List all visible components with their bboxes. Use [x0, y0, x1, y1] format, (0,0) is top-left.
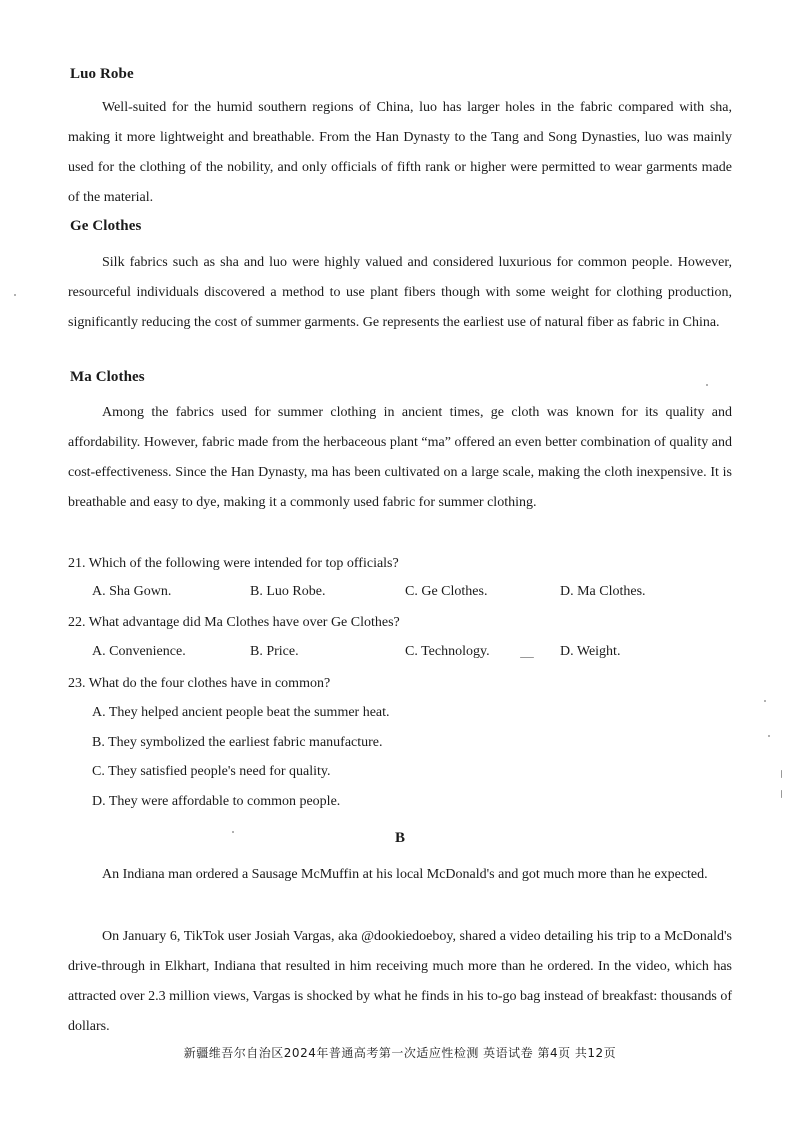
section-b-label: B	[394, 830, 405, 846]
scan-speck	[781, 790, 782, 798]
luo-robe-heading: Luo Robe	[70, 66, 134, 82]
scan-speck	[764, 700, 766, 702]
section-b-paragraph-1: An Indiana man ordered a Sausage McMuffin at his local McDonald's and got much more than he expected.	[102, 867, 708, 882]
question-21-option-d[interactable]: D. Ma Clothes.	[560, 584, 646, 599]
question-23-option-c[interactable]: C. They satisfied people's need for quality.	[92, 764, 331, 779]
ma-clothes-paragraph: Among the fabrics used for summer clothing in ancient times, ge cloth was known for its quality and affordability. However, fabric made from the herbaceous plant “ma” offered an even better combination of quality and cost-effectiveness. Since the Han Dynasty, ma has been cultivated on a large scale, making the cloth inexpensive. It is breathable and easy to dye, making it a commonly used fabric for summer clothing.	[68, 405, 732, 510]
scan-speck	[706, 384, 708, 386]
scan-speck	[768, 735, 770, 737]
page-footer: 新疆维吾尔自治区2024年普通高考第一次适应性检测 英语试卷 第4页 共12页	[183, 1046, 617, 1060]
scan-speck	[520, 657, 534, 658]
scan-speck	[14, 294, 16, 296]
question-22-stem: 22. What advantage did Ma Clothes have over Ge Clothes?	[68, 615, 400, 630]
question-23-option-b[interactable]: B. They symbolized the earliest fabric manufacture.	[92, 735, 383, 750]
question-21-option-b[interactable]: B. Luo Robe.	[250, 584, 326, 599]
scan-speck	[232, 831, 234, 833]
question-21-option-c[interactable]: C. Ge Clothes.	[405, 584, 488, 599]
question-22-option-b[interactable]: B. Price.	[250, 644, 299, 659]
question-22-option-c[interactable]: C. Technology.	[405, 644, 490, 659]
question-21-option-a[interactable]: A. Sha Gown.	[92, 584, 172, 599]
luo-robe-paragraph: Well-suited for the humid southern regions of China, luo has larger holes in the fabric compared with sha, making it more lightweight and breathable. From the Han Dynasty to the Tang and Song Dynasties, luo was mainly used for the clothing of the nobility, and only officials of fifth rank or higher were permitted to wear garments made of the material.	[68, 100, 732, 205]
ma-clothes-heading: Ma Clothes	[70, 369, 145, 385]
ge-clothes-paragraph: Silk fabrics such as sha and luo were highly valued and considered luxurious for common people. However, resourceful individuals discovered a method to use plant fibers though with some weight for clothing production, significantly reducing the cost of summer garments. Ge represents the earliest use of natural fiber as fabric in China.	[68, 255, 732, 330]
question-21-stem: 21. Which of the following were intended for top officials?	[68, 556, 399, 571]
scan-speck	[781, 770, 782, 778]
question-22-option-d[interactable]: D. Weight.	[560, 644, 621, 659]
question-22-option-a[interactable]: A. Convenience.	[92, 644, 186, 659]
ge-clothes-heading: Ge Clothes	[70, 218, 142, 234]
section-b-paragraph-2: On January 6, TikTok user Josiah Vargas, aka @dookiedoeboy, shared a video detailing his trip to a McDonald's drive-through in Elkhart, Indiana that resulted in him receiving much more than he ordered. In the video, which has attracted over 2.3 million views, Vargas is shocked by what he finds in his to-go bag instead of breakfast: thousands of dollars.	[68, 929, 732, 1034]
question-23-option-d[interactable]: D. They were affordable to common people.	[92, 794, 341, 809]
question-23-stem: 23. What do the four clothes have in common?	[68, 676, 331, 691]
question-23-option-a[interactable]: A. They helped ancient people beat the summer heat.	[92, 705, 390, 720]
